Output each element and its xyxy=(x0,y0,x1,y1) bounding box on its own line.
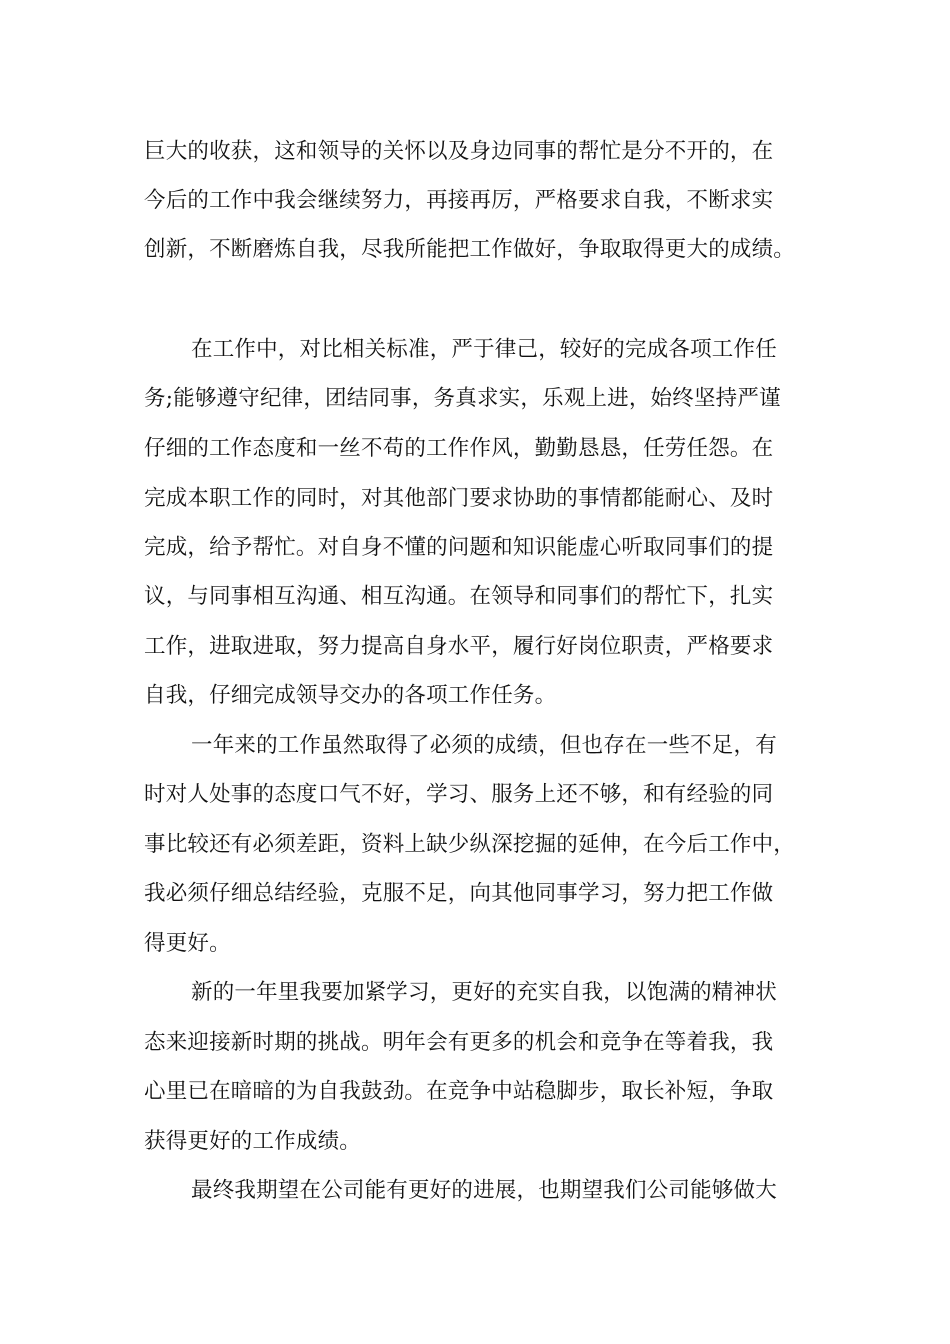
text-line: 事比较还有必须差距，资料上缺少纵深挖掘的延伸，在今后工作中， xyxy=(144,832,796,857)
text-line: 完成，给予帮忙。对自身不懂的问题和知识能虚心听取同事们的提 xyxy=(144,535,774,560)
paragraph-first-line: 在工作中，对比相关标准，严于律己，较好的完成各项工作任 xyxy=(191,337,777,362)
text-line: 巨大的收获，这和领导的关怀以及身边同事的帮忙是分不开的，在 xyxy=(144,139,774,164)
text-line: 务;能够遵守纪律，团结同事，务真求实，乐观上进，始终坚持严谨 xyxy=(144,386,781,411)
paragraph-first-line: 最终我期望在公司能有更好的进展，也期望我们公司能够做大 xyxy=(191,1178,777,1203)
text-line: 完成本职工作的同时，对其他部门要求协助的事情都能耐心、及时 xyxy=(144,486,774,511)
text-line: 仔细的工作态度和一丝不苟的工作作风，勤勤恳恳，任劳任怨。在 xyxy=(144,436,774,461)
paragraph-first-line: 一年来的工作虽然取得了必须的成绩，但也存在一些不足，有 xyxy=(191,733,777,758)
text-line: 态来迎接新时期的挑战。明年会有更多的机会和竞争在等着我，我 xyxy=(144,1030,774,1055)
text-line: 议，与同事相互沟通、相互沟通。在领导和同事们的帮忙下，扎实 xyxy=(144,584,774,609)
text-line: 时对人处事的态度口气不好，学习、服务上还不够，和有经验的同 xyxy=(144,782,774,807)
text-line: 今后的工作中我会继续努力，再接再厉，严格要求自我，不断求实 xyxy=(144,188,774,213)
text-line: 心里已在暗暗的为自我鼓劲。在竞争中站稳脚步，取长补短，争取 xyxy=(144,1079,774,1104)
text-line: 自我，仔细完成领导交办的各项工作任务。 xyxy=(144,683,557,708)
paragraph-first-line: 新的一年里我要加紧学习，更好的充实自我，以饱满的精神状 xyxy=(191,980,777,1005)
text-line: 得更好。 xyxy=(144,931,231,956)
text-line: 获得更好的工作成绩。 xyxy=(144,1129,362,1154)
text-line: 工作，进取进取，努力提高自身水平，履行好岗位职责，严格要求 xyxy=(144,634,774,659)
text-line: 创新，不断磨炼自我，尽我所能把工作做好，争取取得更大的成绩。 xyxy=(144,237,796,262)
text-line: 我必须仔细总结经验，克服不足，向其他同事学习，努力把工作做 xyxy=(144,881,774,906)
